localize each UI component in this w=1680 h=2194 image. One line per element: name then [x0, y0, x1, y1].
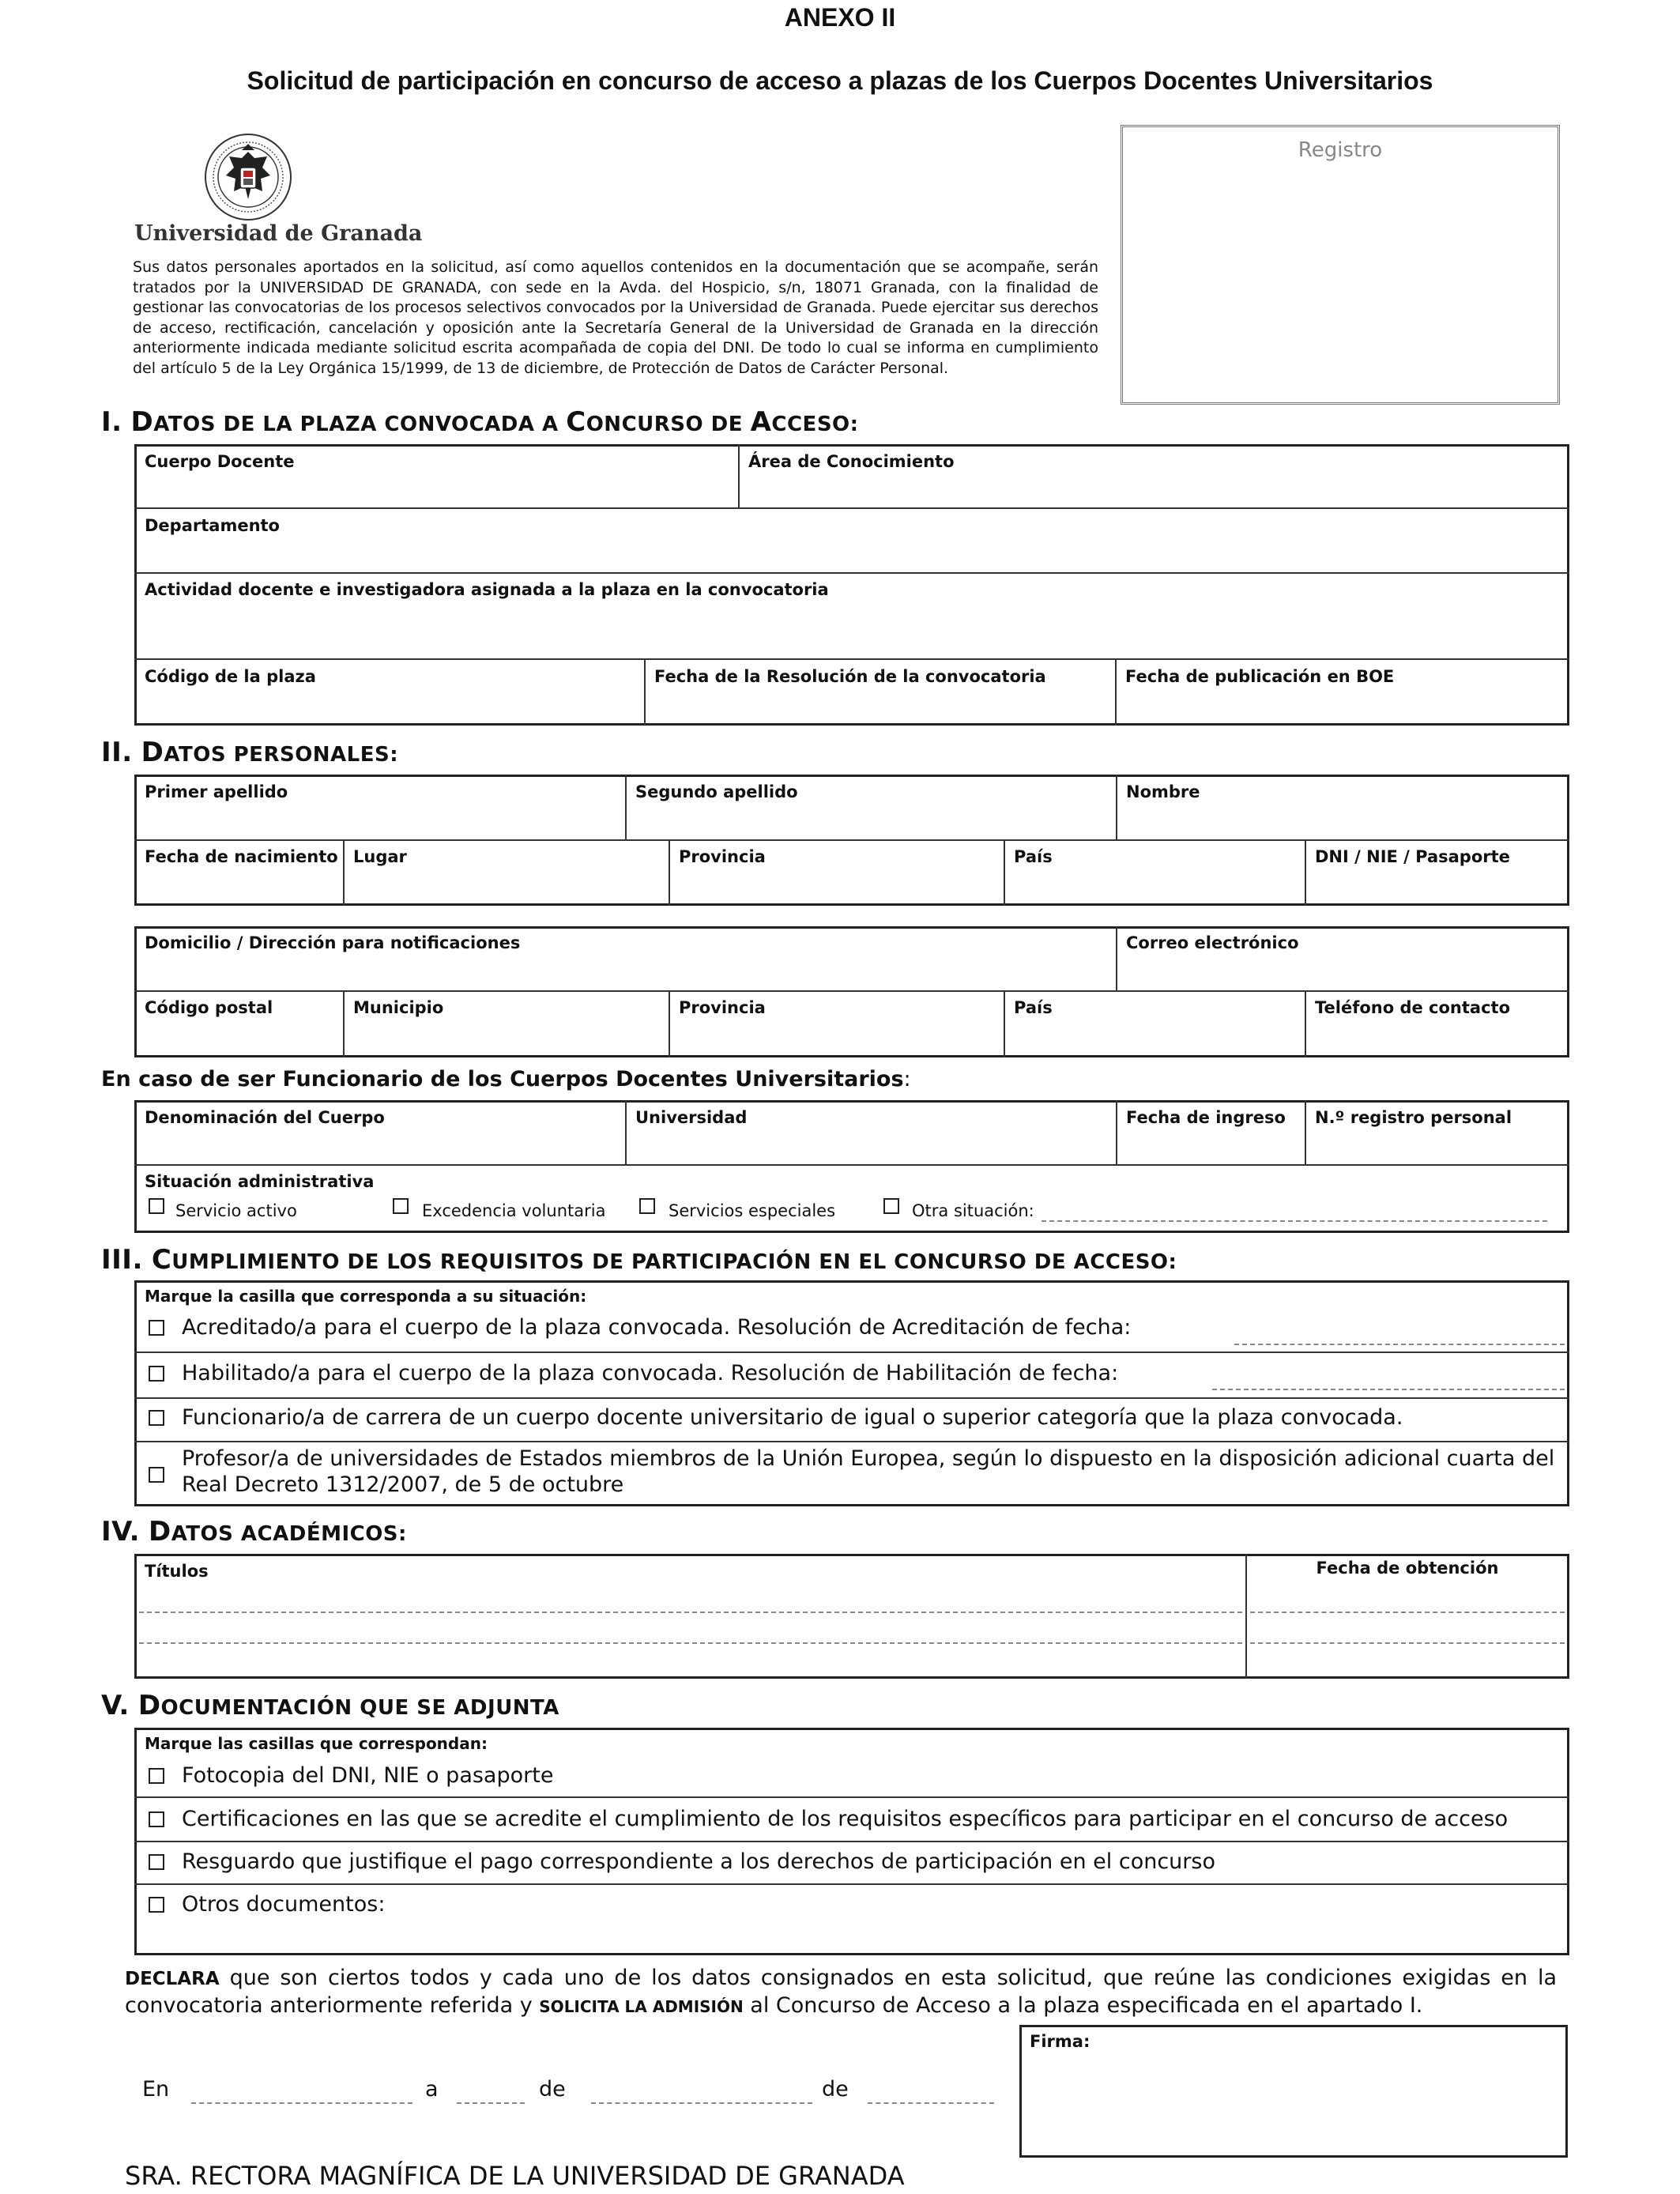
- section-4-title: IV. DATOS ACADÉMICOS:: [101, 1516, 407, 1547]
- annex-title: ANEXO II: [784, 3, 896, 32]
- day-input[interactable]: [457, 2102, 525, 2104]
- otra-situacion-input[interactable]: [1042, 1220, 1547, 1222]
- habilitado-checkbox[interactable]: [149, 1366, 164, 1382]
- telefono-field[interactable]: Teléfono de contacto: [1315, 998, 1511, 1017]
- resguardo-label: Resguardo que justifique el pago correspondiente a los derechos de participación en el concurso: [182, 1849, 1215, 1874]
- year-input[interactable]: [868, 2102, 994, 2104]
- fecha-obtencion-label: Fecha de obtención: [1316, 1559, 1499, 1578]
- acreditado-label: Acreditado/a para el cuerpo de la plaza convocada. Resolución de Acreditación de fecha:: [182, 1315, 1132, 1340]
- pais-field[interactable]: País: [1014, 847, 1053, 866]
- signature-box[interactable]: [1019, 2025, 1568, 2158]
- fecha-boe-field[interactable]: Fecha de publicación en BOE: [1125, 667, 1395, 686]
- acreditacion-fecha-input[interactable]: [1234, 1344, 1565, 1345]
- codigo-plaza-field[interactable]: Código de la plaza: [145, 667, 316, 686]
- registro-label: Registro: [1298, 138, 1383, 162]
- profesor-ue-checkbox[interactable]: [149, 1467, 164, 1483]
- privacy-notice: Sus datos personales aportados en la solicitud, así como aquellos contenidos en la documentación que se acompañe, serán tratados por la UNIVERSIDAD DE GRANADA, con sede en la Avda. del Hospicio, s/n, 18071 Granada, con la finalidad de gestionar las convocatorias de los procesos selectivos convocados por la Universidad de Granada. Puede ejercitar sus derechos de acceso, rectificación, cancelación y oposición ante la Secretaría General de la Universidad de Granada en la dirección anteriormente indicada mediante solicitud escrita acompañada de copia del DNI. De todo lo cual se informa en cumplimiento del artículo 5 de la Ley Orgánica 15/1999, de 13 de diciembre, de Protección de Datos de Carácter Personal.: [133, 258, 1098, 377]
- fecha-nacimiento-field[interactable]: Fecha de nacimiento: [145, 847, 338, 866]
- segundo-apellido-field[interactable]: Segundo apellido: [635, 782, 798, 801]
- funcionario-heading: En caso de ser Funcionario de los Cuerpos Docentes Universitarios:: [101, 1067, 911, 1091]
- lugar-field[interactable]: Lugar: [353, 847, 407, 866]
- funcionario-carrera-checkbox[interactable]: [149, 1410, 164, 1426]
- primer-apellido-field[interactable]: Primer apellido: [145, 782, 288, 801]
- titulo-2-input[interactable]: [139, 1642, 1242, 1644]
- otra-situacion-checkbox[interactable]: [883, 1198, 899, 1214]
- month-input[interactable]: [591, 2102, 812, 2104]
- habilitado-label: Habilitado/a para el cuerpo de la plaza convocada. Resolución de Habilitación de fecha:: [182, 1361, 1119, 1385]
- departamento-field[interactable]: Departamento: [145, 516, 280, 535]
- provincia-field[interactable]: Provincia: [679, 847, 766, 866]
- day-label: a: [425, 2077, 439, 2102]
- university-seal-icon: [204, 133, 292, 221]
- section-5-title: V. DOCUMENTACIÓN QUE SE ADJUNTA: [101, 1690, 559, 1721]
- nombre-field[interactable]: Nombre: [1126, 782, 1200, 801]
- otra-situacion-label: Otra situación:: [912, 1201, 1034, 1220]
- codigo-postal-field[interactable]: Código postal: [145, 998, 273, 1017]
- section-1-title: I. DATOS DE LA PLAZA CONVOCADA A CONCURSO DE ACCESO:: [101, 406, 859, 438]
- resguardo-checkbox[interactable]: [149, 1854, 164, 1870]
- titulo-1-input[interactable]: [139, 1612, 1242, 1613]
- servicios-especiales-checkbox[interactable]: [639, 1198, 655, 1214]
- servicios-especiales-label: Servicios especiales: [669, 1201, 836, 1220]
- page-title: Solicitud de participación en concurso de acceso a plazas de los Cuerpos Docentes Universitarios: [247, 66, 1433, 95]
- excedencia-checkbox[interactable]: [393, 1198, 409, 1214]
- registro-personal-field[interactable]: N.º registro personal: [1315, 1108, 1512, 1127]
- dni-field[interactable]: DNI / NIE / Pasaporte: [1315, 847, 1510, 866]
- firma-label: Firma:: [1030, 2032, 1090, 2051]
- area-conocimiento-field[interactable]: Área de Conocimiento: [748, 452, 955, 471]
- fecha-resolucion-field[interactable]: Fecha de la Resolución de la convocatoria: [654, 667, 1046, 686]
- fecha-2-input[interactable]: [1250, 1642, 1565, 1644]
- situacion-administrativa-label: Situación administrativa: [145, 1172, 375, 1191]
- otros-documentos-checkbox[interactable]: [149, 1897, 164, 1913]
- addressee: SRA. RECTORA MAGNÍFICA DE LA UNIVERSIDAD DE GRANADA: [125, 2161, 905, 2191]
- logo-caption: Universidad de Granada: [134, 221, 423, 246]
- funcionario-carrera-label: Funcionario/a de carrera de un cuerpo docente universitario de igual o superior categoría que la plaza convocada.: [182, 1405, 1403, 1430]
- habilitacion-fecha-input[interactable]: [1212, 1389, 1565, 1390]
- profesor-ue-label: Profesor/a de universidades de Estados miembros de la Unión Europea, según lo dispuesto en la disposición adicional cuarta del Real Decreto 1312/2007, de 5 de octubre: [182, 1446, 1555, 1497]
- cuerpo-docente-field[interactable]: Cuerpo Docente: [145, 452, 295, 471]
- fecha-ingreso-field[interactable]: Fecha de ingreso: [1126, 1108, 1286, 1127]
- section-3-title: III. CUMPLIMIENTO DE LOS REQUISITOS DE PARTICIPACIÓN EN EL CONCURSO DE ACCESO:: [101, 1244, 1177, 1276]
- dni-copy-checkbox[interactable]: [149, 1768, 164, 1784]
- denominacion-cuerpo-field[interactable]: Denominación del Cuerpo: [145, 1108, 385, 1127]
- declaration-text: DECLARA que son ciertos todos y cada uno de los datos consignados en esta solicitud, que reúne las condiciones exigidas en la convocatoria anteriormente referida y SOLICITA LA ADMISIÓN al Concurso de Acceso a la plaza especificada en el apartado I.: [125, 1966, 1557, 2018]
- certificaciones-label: Certificaciones en las que se acredite el cumplimiento de los requisitos específicos para participar en el concurso de acceso: [182, 1807, 1509, 1831]
- municipio-field[interactable]: Municipio: [353, 998, 444, 1017]
- certificaciones-checkbox[interactable]: [149, 1811, 164, 1827]
- titulos-label: Títulos: [145, 1562, 209, 1581]
- servicio-activo-checkbox[interactable]: [149, 1198, 164, 1214]
- place-label: En: [142, 2077, 170, 2102]
- place-input[interactable]: [191, 2102, 412, 2104]
- month-label: de: [539, 2077, 566, 2102]
- excedencia-label: Excedencia voluntaria: [422, 1201, 606, 1220]
- dni-copy-label: Fotocopia del DNI, NIE o pasaporte: [182, 1763, 554, 1788]
- servicio-activo-label: Servicio activo: [175, 1201, 297, 1220]
- registro-box: [1121, 125, 1560, 405]
- section-2-title: II. DATOS PERSONALES:: [101, 737, 399, 768]
- acreditado-checkbox[interactable]: [149, 1320, 164, 1336]
- pais-notif-field[interactable]: País: [1014, 998, 1053, 1017]
- fecha-1-input[interactable]: [1250, 1612, 1565, 1613]
- requisitos-instruction: Marque la casilla que corresponda a su situación:: [145, 1287, 587, 1306]
- correo-field[interactable]: Correo electrónico: [1126, 933, 1299, 952]
- domicilio-field[interactable]: Domicilio / Dirección para notificaciones: [145, 933, 521, 952]
- universidad-field[interactable]: Universidad: [635, 1108, 748, 1127]
- provincia-notif-field[interactable]: Provincia: [679, 998, 766, 1017]
- documentation-instruction: Marque las casillas que correspondan:: [145, 1734, 488, 1753]
- actividad-field[interactable]: Actividad docente e investigadora asignada a la plaza en la convocatoria: [145, 580, 829, 599]
- year-label: de: [822, 2077, 849, 2102]
- otros-documentos-label: Otros documentos:: [182, 1892, 386, 1917]
